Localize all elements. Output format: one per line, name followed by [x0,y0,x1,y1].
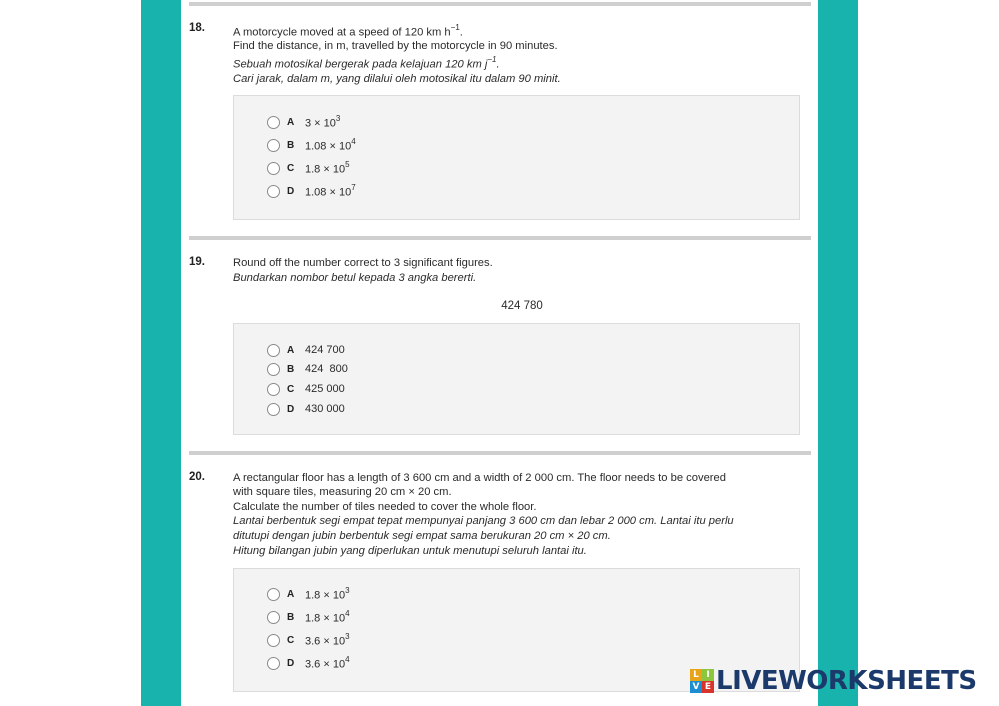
radio-button[interactable] [267,403,280,416]
option-c[interactable]: C 425 000 [267,382,345,396]
option-d[interactable]: D 430 000 [267,402,345,416]
section-divider [189,2,811,6]
question-number: 18. [189,22,205,34]
question-text: Calculate the number of tiles needed to cover the whole floor. [233,501,537,513]
question-text-malay: Lantai berbentuk segi empat tepat mempunyai panjang 3 600 cm dan lebar 2 000 cm. Lantai itu perlu [233,515,734,527]
radio-button[interactable] [267,116,280,129]
question-text-malay: Hitung bilangan jubin yang diperlukan untuk menutupi seluruh lantai itu. [233,545,587,557]
section-divider [189,451,811,455]
option-d[interactable]: D $3.6 \times 10^4$ [267,656,350,670]
question-text-malay: Cari jarak, dalam m, yang dilalui oleh motosikal itu dalam 90 minit. [233,73,561,85]
radio-button[interactable] [267,588,280,601]
option-b[interactable]: B $1.8 \times 10^4$ [267,610,350,624]
radio-button[interactable] [267,139,280,152]
radio-button[interactable] [267,634,280,647]
option-c[interactable]: C $1.8 \times 10^5$ [267,161,350,175]
question-text: A motorcycle moved at a speed of 120 km $h^{-1}$. [233,23,463,39]
question-text-malay: ditutupi dengan jubin berbentuk segi empat sama berukuran 20 cm × 20 cm. [233,530,611,542]
radio-button[interactable] [267,611,280,624]
option-a[interactable]: A $1.8 \times 10^3$ [267,587,350,601]
radio-button[interactable] [267,657,280,670]
radio-button[interactable] [267,185,280,198]
question-text-malay: Bundarkan nombor betul kepada 3 angka bererti. [233,272,477,284]
right-teal-band [818,0,858,706]
option-b[interactable]: B 424 800 [267,362,348,376]
question-text-malay: Sebuah motosikal bergerak pada kelajuan 120 km $j^{-1}$. [233,55,500,71]
liveworksheets-logo [690,666,977,696]
option-c[interactable]: C $3.6 \times 10^3$ [267,633,350,647]
radio-button[interactable] [267,162,280,175]
question-text: Round off the number correct to 3 significant figures. [233,257,493,269]
option-d[interactable]: D $1.08 \times 10^7$ [267,184,356,198]
question-number: 19. [189,256,205,268]
question-number: 20. [189,471,205,483]
option-a[interactable]: A 424 700 [267,343,345,357]
logo-mark-icon: L I V E [690,669,714,693]
logo-text: LIVEWORKSHEETS [716,666,977,696]
question-text: Find the distance, in m, travelled by the motorcycle in 90 minutes. [233,40,558,52]
options-box [233,323,800,435]
option-b[interactable]: B $1.08 \times 10^4$ [267,138,356,152]
left-teal-band [141,0,181,706]
radio-button[interactable] [267,344,280,357]
radio-button[interactable] [267,383,280,396]
question-text: A rectangular floor has a length of 3 600 cm and a width of 2 000 cm. The floor needs to be covered [233,472,726,484]
radio-button[interactable] [267,363,280,376]
section-divider [189,236,811,240]
given-number: 424 780 [501,300,543,312]
option-a[interactable]: A $3 \times 10^3$ [267,115,340,129]
question-text: with square tiles, measuring 20 cm × 20 cm. [233,486,452,498]
